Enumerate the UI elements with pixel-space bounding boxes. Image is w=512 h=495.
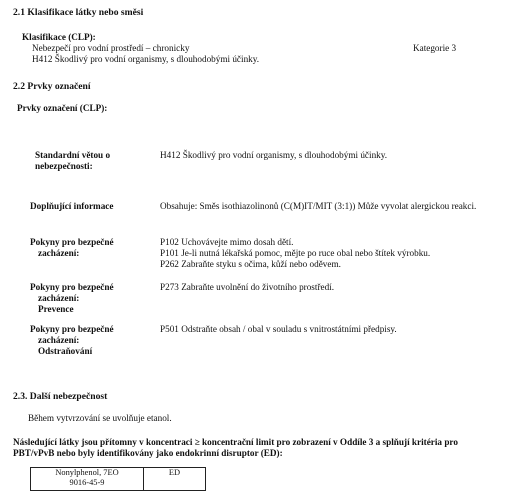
- precaution-p501: P501 Odstraňte obsah / obal v souladu s vnitrostátními předpisy.: [160, 324, 397, 334]
- section-2-2-title: 2.2 Prvky označení: [13, 81, 91, 92]
- precautions-prevention-label-line2: zacházení:: [38, 293, 80, 303]
- ed-note-line1: Následující látky jsou přítomny v koncentraci ≥ koncentrační limit pro zobrazení v Oddíle 3 a splňují kritéria pro: [13, 437, 458, 447]
- hazard-class-text: Nebezpečí pro vodní prostředí – chronicky: [32, 43, 190, 53]
- label-elements-heading: Prvky označení (CLP):: [17, 103, 108, 113]
- precautions-disposal-label-line2: zacházení:: [38, 335, 80, 345]
- precaution-p102: P102 Uchovávejte mimo dosah dětí.: [160, 237, 294, 247]
- precautions-prevention-label-line3: Prevence: [38, 304, 74, 314]
- precautions-general-label-line2: zacházení:: [38, 248, 80, 258]
- precautions-general-label-line1: Pokyny pro bezpečné: [30, 237, 114, 247]
- precautions-disposal-label-line1: Pokyny pro bezpečné: [30, 324, 114, 334]
- precautions-disposal-label-line3: Odstraňování: [38, 346, 93, 356]
- precaution-p273: P273 Zabraňte uvolnění do životního prostředí.: [160, 282, 335, 292]
- precaution-p101: P101 Je-li nutná lékařská pomoc, mějte po ruce obal nebo štítek výrobku.: [160, 248, 431, 258]
- standard-statement-label-line1: Standardní větou o: [35, 150, 111, 160]
- section-2-3-title: 2.3. Další nebezpečnost: [13, 391, 108, 402]
- substance-cas-number: 9016-45-9: [69, 477, 105, 487]
- substance-name: Nonylphenol, 7EO: [55, 468, 119, 477]
- hazard-category-text: Kategorie 3: [413, 43, 457, 53]
- hazard-statement-text: H412 Škodlivý pro vodní organismy, s dlouhodobými účinky.: [32, 54, 260, 64]
- section-2-1-title: 2.1 Klasifikace látky nebo směsi: [13, 7, 144, 18]
- substance-cell: [31, 468, 144, 491]
- ed-note-line2: PBT/vPvB nebo byly identifikovány jako endokrinní disruptor (ED):: [13, 448, 283, 458]
- precautions-prevention-label-line1: Pokyny pro bezpečné: [30, 282, 114, 292]
- ed-substances-table: [30, 467, 206, 491]
- substance-classification: ED: [144, 468, 206, 491]
- table-row: [31, 468, 206, 491]
- supplemental-info-value: Obsahuje: Směs isothiazolinonů (C(M)IT/MIT (3:1)) Může vyvolat alergickou reakci.: [160, 201, 477, 211]
- other-hazards-text: Během vytvrzování se uvolňuje etanol.: [28, 413, 172, 423]
- clp-classification-heading: Klasifikace (CLP):: [22, 32, 96, 42]
- standard-statement-value: H412 Škodlivý pro vodní organismy, s dlouhodobými účinky.: [160, 150, 388, 160]
- supplemental-info-label: Doplňující informace: [30, 201, 114, 211]
- standard-statement-label-line2: nebezpečnosti:: [35, 161, 93, 171]
- precaution-p262: P262 Zabraňte styku s očima, kůží nebo oděvem.: [160, 259, 341, 269]
